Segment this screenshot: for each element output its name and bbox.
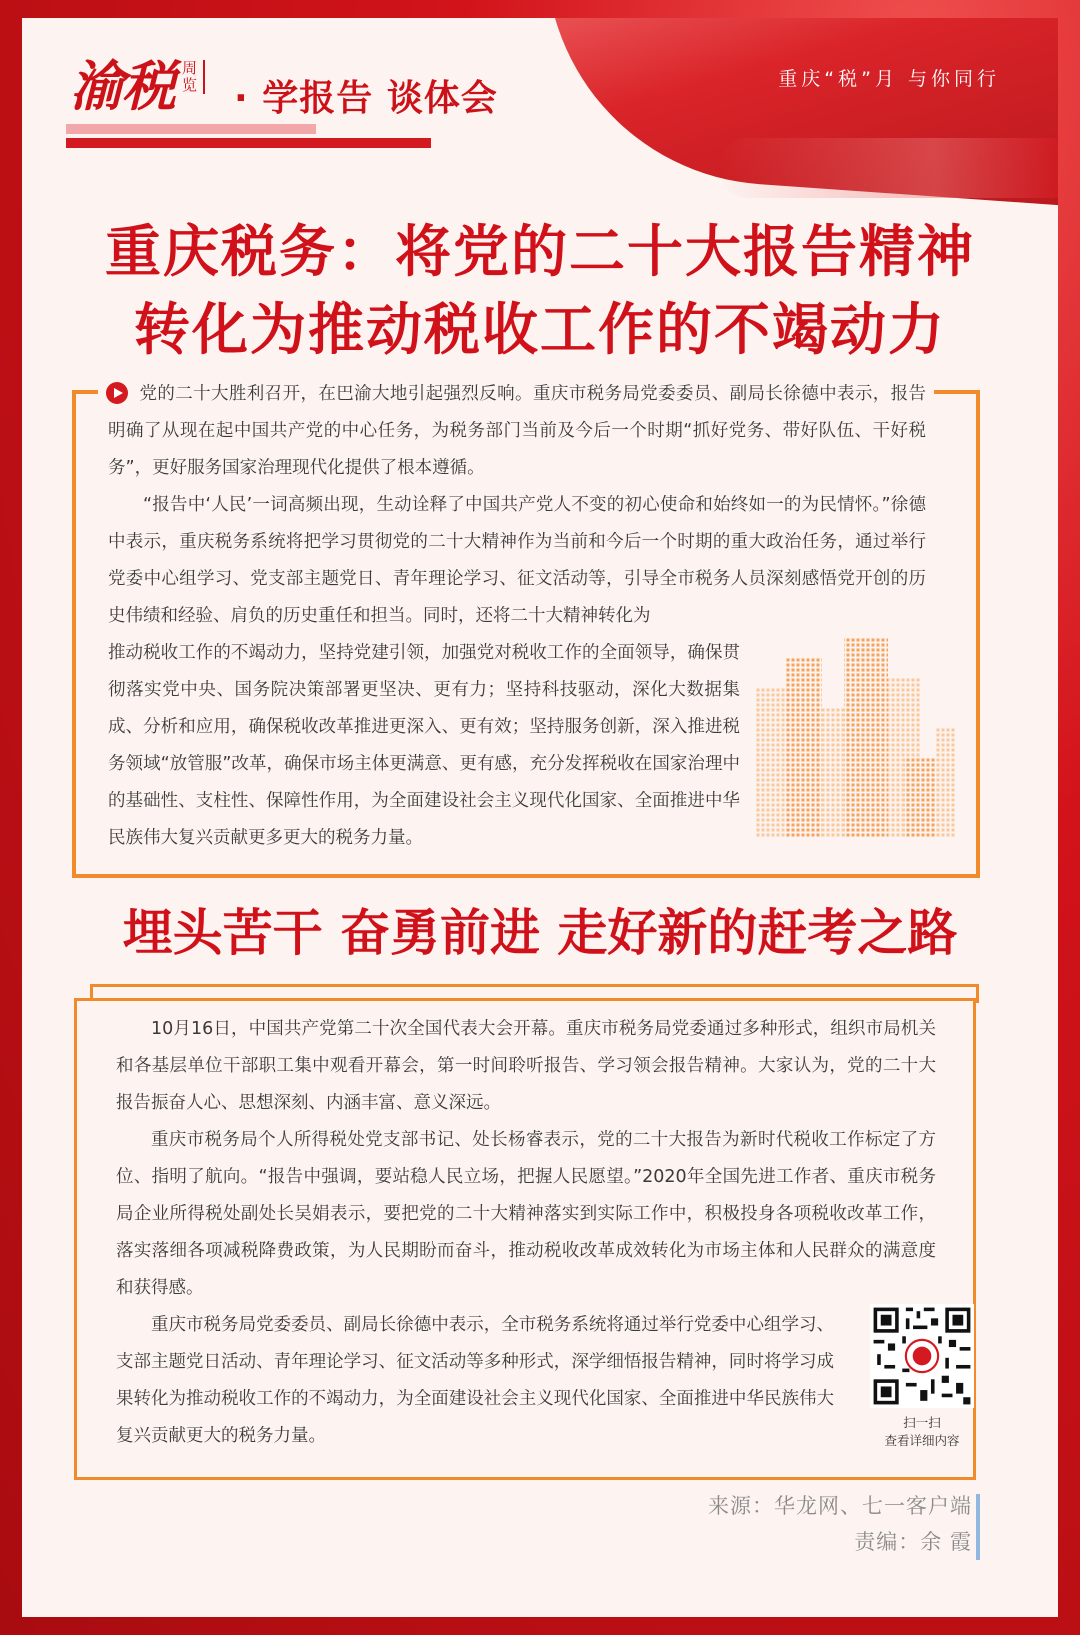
column-title: · 学报告 谈体会 bbox=[234, 78, 498, 119]
qr-code[interactable] bbox=[870, 1304, 974, 1408]
header-pink-bar bbox=[66, 124, 316, 134]
source-credit: 来源：华龙网、七一客户端 bbox=[708, 1494, 972, 1518]
section2-paragraph-1: 10月16日，中国共产党第二十次全国代表大会开幕。重庆市税务局党委通过多种形式，组织市局机关和各基层单位干部职工集中观看开幕会，第一时间聆听报告、学习领会报告精神。大家认为，党的二十大报告振奋人心、思想深刻、内涵丰富、意义深远。 bbox=[116, 1019, 936, 1113]
logo-mark: 渝税 bbox=[70, 54, 174, 118]
section1-paragraph-2a: “报告中‘人民’一词高频出现，生动诠释了中国共产党人不变的初心使命和始终如一的为民情怀。”徐德中表示，重庆税务系统将把学习贯彻党的二十大精神作为当前和今后一个时期的重大政治任务，通过举行党委中心组学习、党支部主题党日、青年理论学习、征文活动等，引导全市税务人员深刻感悟党开创的历史伟绩和经验、肩负的历史重任和担当。同时，还将二十大精神转化为 bbox=[108, 495, 926, 626]
main-headline bbox=[22, 214, 1058, 370]
credits-accent-bar bbox=[976, 1494, 980, 1560]
main-headline-line1: 重庆税务：将党的二十大报告精神 bbox=[105, 220, 975, 285]
credits bbox=[708, 1488, 972, 1560]
qr-caption bbox=[862, 1414, 982, 1450]
section1-frame-top-right bbox=[934, 390, 976, 394]
editor-credit: 责编：余 霞 bbox=[854, 1530, 972, 1554]
qr-caption-line2: 查看详细内容 bbox=[884, 1433, 960, 1448]
flag-wave-decoration bbox=[718, 138, 1058, 198]
city-buildings-illustration bbox=[756, 628, 956, 843]
section2-paragraph-2: 重庆市税务局个人所得税处党支部书记、处长杨睿表示，党的二十大报告为新时代税收工作标定了方位、指明了航向。“报告中强调，要站稳人民立场，把握人民愿望。”2020年全国先进工作者、重庆市税务局企业所得税处副处长吴娟表示，要把党的二十大精神落实到实际工作中，积极投身各项税收改革工作，落实落细各项减税降费政策，为人民期盼而奋斗，推动税收改革成效转化为市场主体和人民群众的满意度和获得感。 bbox=[116, 1130, 936, 1298]
sub-headline: 埋头苦干 奋勇前进 走好新的赶考之路 bbox=[122, 904, 958, 962]
section1-frame-top-left bbox=[72, 390, 98, 394]
main-headline-line2: 转化为推动税收工作的不竭动力 bbox=[134, 298, 946, 363]
section1-paragraph-1: 党的二十大胜利召开，在巴渝大地引起强烈反响。重庆市税务局党委委员、副局长徐德中表示，报告明确了从现在起中国共产党的中心任务，为税务部门当前及今后一个时期“抓好党务、带好队伍、干好税务”，更好服务国家治理现代化提供了根本遵循。 bbox=[108, 384, 926, 478]
header-red-bar bbox=[66, 138, 431, 148]
qr-caption-line1: 扫一扫 bbox=[903, 1415, 941, 1430]
section2-paragraph-3: 重庆市税务局党委委员、副局长徐德中表示，全市税务系统将通过举行党委中心组学习、支部主题党日活动、青年理论学习、征文活动等多种形式，深学细悟报告精神，同时将学习成果转化为推动税收工作的不竭动力，为全面建设社会主义现代化国家、全面推进中华民族伟大复兴贡献更大的税务力量。 bbox=[116, 1315, 834, 1446]
logo-subtitle: 周览 bbox=[182, 60, 205, 94]
section1-paragraph-2b: 推动税收工作的不竭动力，坚持党建引领，加强党对税收工作的全面领导，确保贯彻落实党中央、国务院决策部署更坚决、更有力；坚持科技驱动，深化大数据集成、分析和应用，确保税收改革推进更深入、更有效；坚持服务创新，深入推进税务领域“放管服”改革，确保市场主体更满意、更有感，充分发挥税收在国家治理中的基础性、支柱性、保障性作用，为全面建设社会主义现代化国家、全面推进中华民族伟大复兴贡献更多更大的税务力量。 bbox=[108, 643, 740, 848]
header-slogan: 重庆“税”月 与你同行 bbox=[778, 68, 1000, 90]
poster-panel bbox=[22, 18, 1058, 1617]
section2-body bbox=[116, 1011, 936, 1455]
